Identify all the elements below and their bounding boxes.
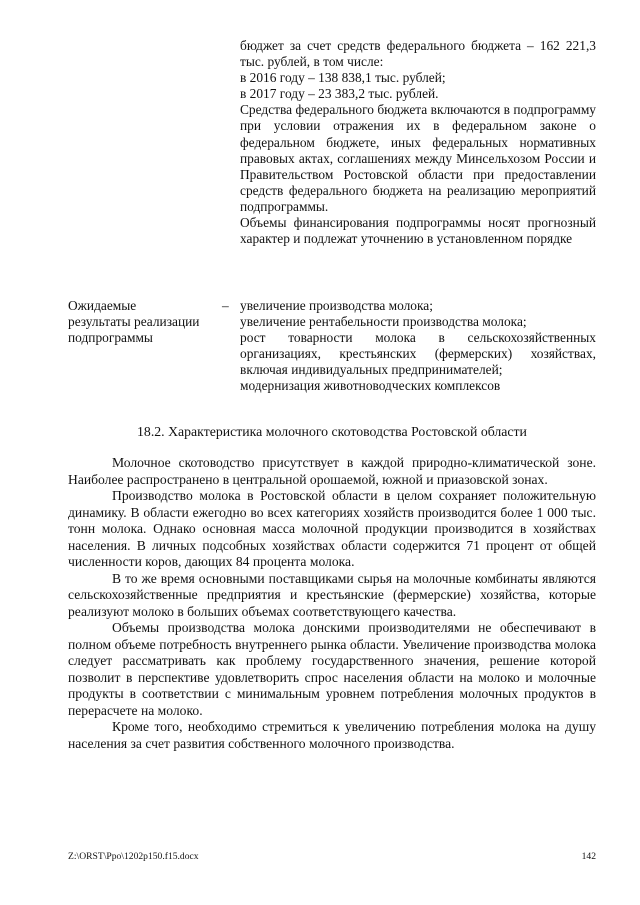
paragraph-consumption: Кроме того, необходимо стремиться к увеличению потребления молока на душу населения за счет развития собственного молочного производства. (68, 719, 596, 751)
footer-page-number: 142 (581, 851, 596, 862)
section-body (68, 455, 596, 752)
paragraph-market-demand: Объемы производства молока донскими производителями не обеспечивают в полном объеме потребность внутреннего рынка области. Увеличение производства молока следует рассматривать как проблему государственного значения, решение которой позволит в перспективе удовлетворить спрос населения области на молоко и молочные продукты в соответствии с минимальным уровнем потребления молочных продуктов в перерасчете на молоко. (68, 620, 596, 718)
paragraph-dynamics: Производство молока в Ростовской области в целом сохраняет положительную динамику. В области ежегодно во всех категориях хозяйств производится более 1 000 тыс. тонн молока. Однако основная масса молочной продукции производится в хозяйствах населения. В личных подсобных хозяйствах области содержится 71 процент от общей численности коров, дающих 84 процента молока. (68, 488, 596, 569)
results-cell (240, 298, 596, 395)
result-item-profitability: увеличение рентабельности производства молока; (240, 314, 527, 330)
results-label (68, 298, 238, 346)
results-label-line-3: подпрограммы (68, 330, 153, 346)
results-dash: – (222, 298, 229, 313)
funding-forecast-note: Объемы финансирования подпрограммы носят прогнозный характер и подлежат уточнению в установленном порядке (240, 215, 596, 247)
section-heading: 18.2. Характеристика молочного скотоводства Ростовской области (137, 424, 527, 439)
result-item-modernization: модернизация животноводческих комплексов (240, 378, 501, 394)
results-label-line-2: результаты реализации (68, 314, 200, 330)
funding-2016: в 2016 году – 138 838,1 тыс. рублей; (240, 70, 446, 86)
funding-cell (240, 38, 596, 247)
footer-file-path: Z:\ORST\Ppo\1202p150.f15.docx (68, 851, 199, 862)
funding-2017: в 2017 году – 23 383,2 тыс. рублей. (240, 86, 439, 102)
paragraph-zones: Молочное скотоводство присутствует в каждой природно-климатической зоне. Наиболее распространено в центральной орошаемой, южной и приазовской зонах. (68, 455, 596, 487)
paragraph-suppliers: В то же время основными поставщиками сырья на молочные комбинаты являются сельскохозяйственные предприятия и крестьянские (фермерские) хозяйства, которые реализуют молоко в больших объемах соответствующего качества. (68, 570, 596, 619)
result-item-milk-production: увеличение производства молока; (240, 298, 433, 313)
funding-federal-total: бюджет за счет средств федерального бюджета – 162 221,3 тыс. рублей, в том числе: (240, 38, 596, 70)
results-label-line-1: Ожидаемые (68, 298, 137, 313)
result-item-marketability: рост товарности молока в сельскохозяйственных организациях, крестьянских (фермерских) хозяйствах, включая индивидуальных предпринимателей; (240, 330, 596, 378)
funding-condition: Средства федерального бюджета включаются в подпрограмму при условии отражения их в федеральном законе о федеральном бюджете, иных федеральных нормативных правовых актах, соглашениях между Минсельхозом России и Правительством Ростовской области при предоставлении средств федерального бюджета на реализацию мероприятий подпрограммы. (240, 102, 596, 214)
